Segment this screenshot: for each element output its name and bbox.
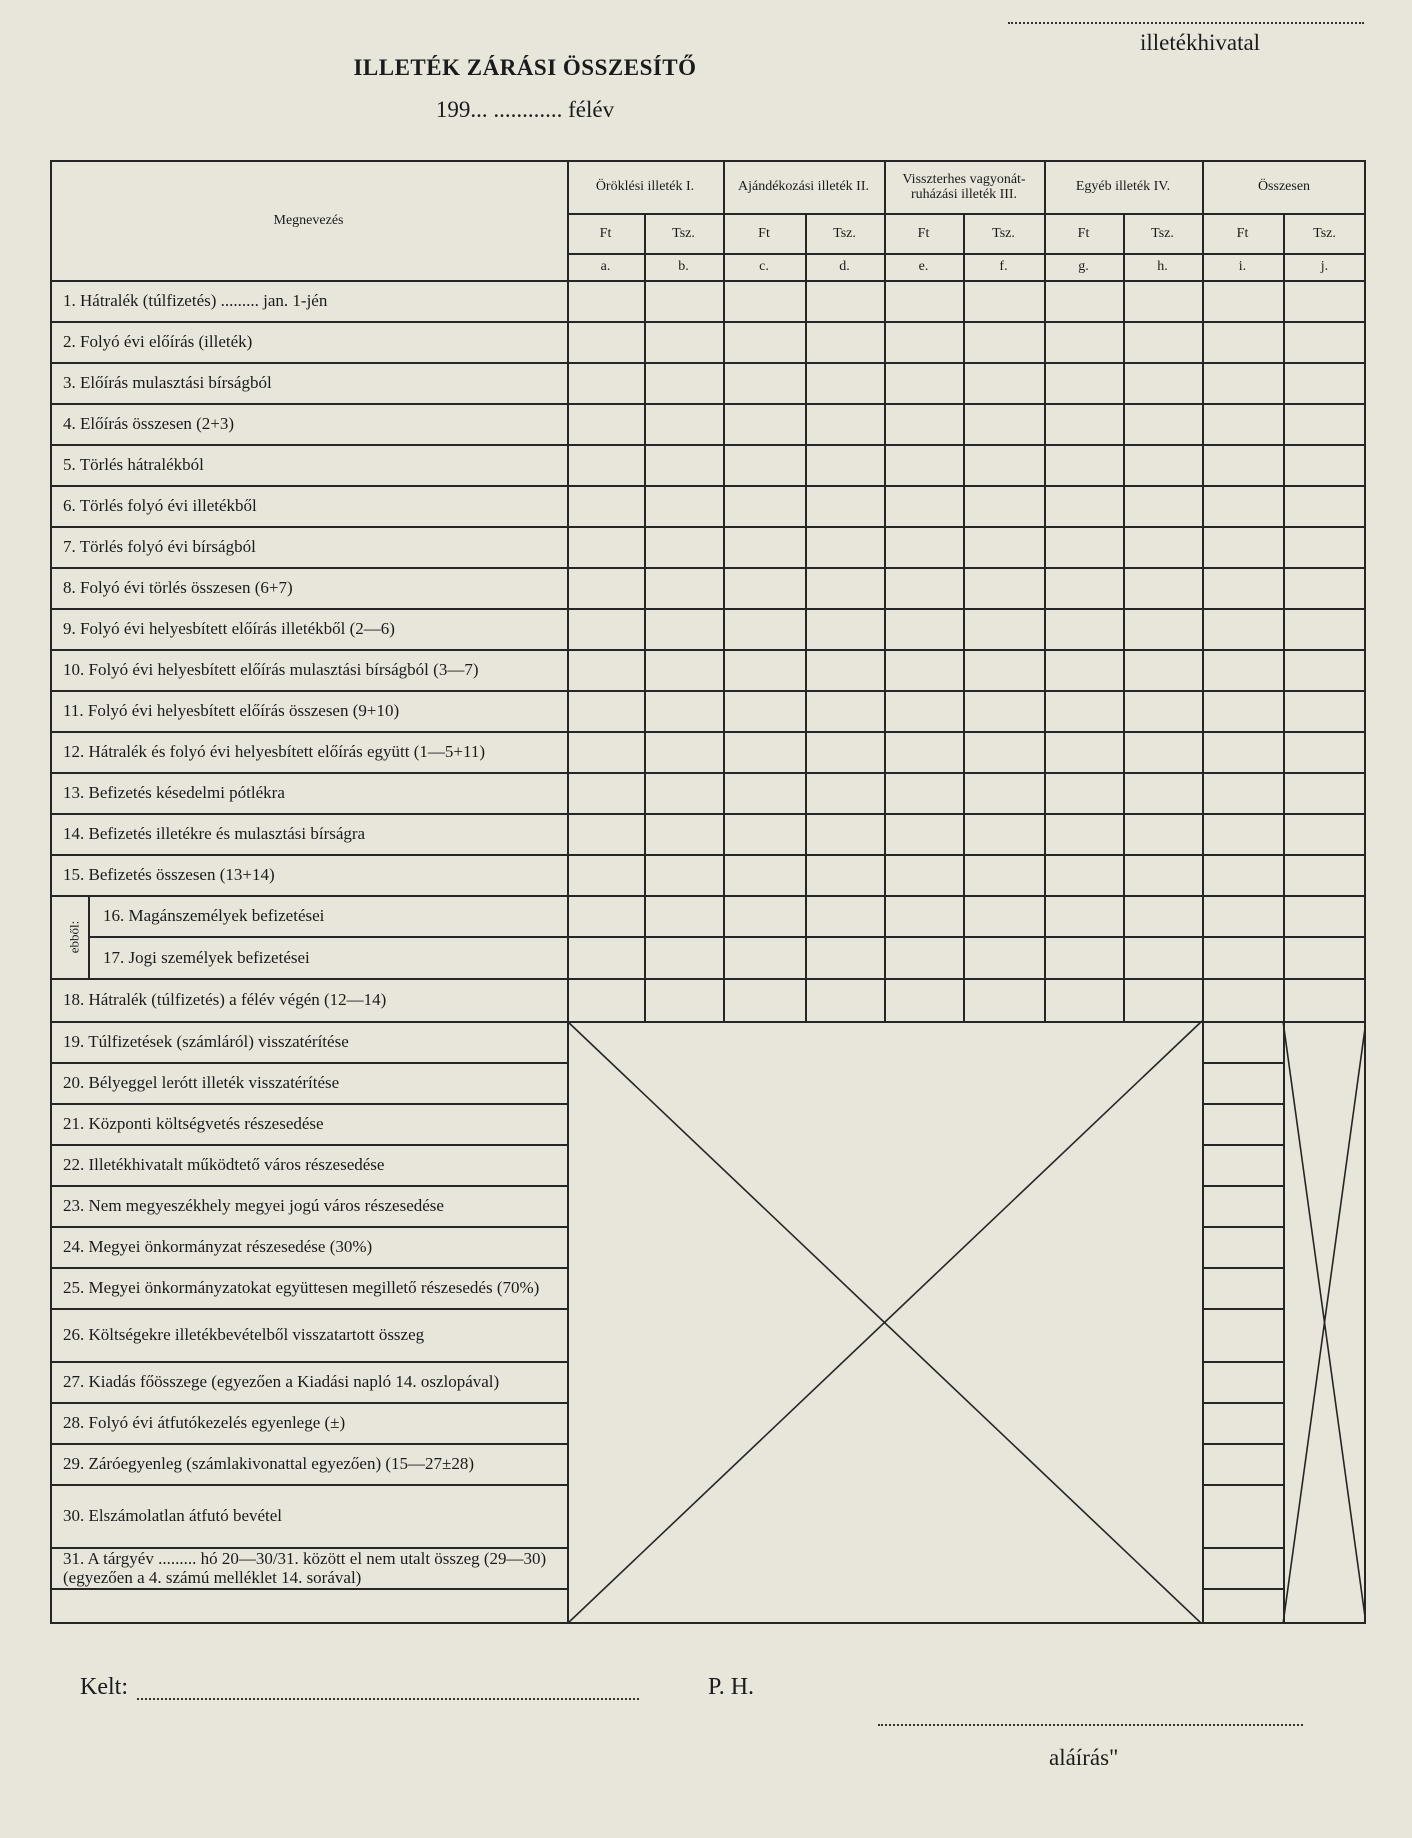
row-label: 16. Magánszemélyek befizetései — [103, 906, 325, 925]
row-rule — [1202, 1185, 1283, 1187]
signature-label: aláírás" — [1049, 1745, 1119, 1770]
row-label: 26. Költségekre illetékbevételből visszatartott összeg — [63, 1325, 425, 1344]
row-label: 19. Túlfizetések (számláról) visszatérítése — [63, 1032, 349, 1051]
subheader: Ft — [758, 225, 770, 241]
subheader: Tsz. — [1313, 225, 1336, 241]
row-rule — [1202, 1443, 1283, 1445]
row-rule — [1202, 1267, 1283, 1269]
office-label: illetékhivatal — [1140, 30, 1261, 55]
row-label: 31. A tárgyév ......... hó 20—30/31. között el nem utalt összeg (29—30) (egyezően a 4. számú melléklet 14. sorával) — [63, 1548, 547, 1587]
subheader: Tsz. — [833, 225, 856, 241]
column-header-megnevezes: Megnevezés — [273, 212, 344, 228]
column-rule — [805, 213, 807, 1021]
column-rule — [884, 160, 886, 1021]
row-rule — [1202, 1484, 1283, 1486]
row-label: 11. Folyó évi helyesbített előírás összesen (9+10) — [63, 701, 400, 720]
row-rule — [1202, 1361, 1283, 1363]
row-label: 15. Befizetés összesen (13+14) — [63, 865, 275, 884]
subheader: Ft — [1077, 225, 1090, 241]
row-label: 25. Megyei önkormányzatokat együttesen megillető részesedés (70%) — [63, 1278, 540, 1297]
column-letter: f. — [999, 259, 1008, 274]
column-letter: b. — [678, 259, 689, 274]
subheader: Tsz. — [1151, 225, 1174, 241]
row-label: 8. Folyó évi törlés összesen (6+7) — [63, 578, 293, 597]
group-header: Visszterhes vagyonát-ruházási illeték III. — [902, 171, 1026, 202]
column-letter: e. — [918, 259, 929, 274]
row-label: 23. Nem megyeszékhely megyei jogú város részesedése — [63, 1196, 444, 1215]
ebbol-text: ebből: — [66, 920, 81, 953]
column-letter: j. — [1320, 259, 1329, 274]
row-rule — [1202, 1308, 1283, 1310]
column-rule — [1283, 213, 1285, 1021]
row-label: 12. Hátralék és folyó évi helyesbített előírás együtt (1—5+11) — [63, 742, 486, 761]
group-header: Ajándékozási illeték II. — [737, 179, 869, 194]
row-rule — [1202, 1588, 1283, 1590]
row-label: 28. Folyó évi átfutókezelés egyenlege (±) — [63, 1413, 346, 1432]
kelt-label: Kelt: — [80, 1674, 128, 1700]
row-label: 10. Folyó évi helyesbített előírás mulasztási bírságból (3—7) — [63, 660, 479, 679]
row-label: 20. Bélyeggel lerótt illeték visszatérítése — [63, 1073, 340, 1092]
row-rule — [1202, 1226, 1283, 1228]
column-rule — [1044, 160, 1046, 1021]
column-rule — [1202, 1021, 1204, 1624]
period-label: 199... ............ félév — [435, 97, 615, 122]
row-label: 22. Illetékhivatalt működtető város részesedése — [63, 1155, 385, 1174]
row-label: 29. Záróegyenleg (számlakivonattal egyezően) (15—27±28) — [63, 1454, 475, 1473]
group-header: Egyéb illeték IV. — [1075, 179, 1171, 194]
column-rule — [567, 1021, 569, 1624]
row-rule — [1202, 1402, 1283, 1404]
column-rule — [1202, 160, 1204, 1021]
row-label: 6. Törlés folyó évi illetékből — [63, 496, 257, 515]
row-label: 1. Hátralék (túlfizetés) ......... jan. 1-jén — [63, 291, 328, 310]
column-rule — [644, 213, 646, 1021]
row-label: 27. Kiadás főösszege (egyezően a Kiadási napló 14. oszlopával) — [63, 1372, 500, 1391]
column-rule — [1283, 1021, 1285, 1624]
subheader: Ft — [1236, 225, 1249, 241]
signature-dotted-line[interactable] — [878, 1708, 1303, 1726]
row-label: 21. Központi költségvetés részesedése — [63, 1114, 324, 1133]
column-letter: h. — [1157, 259, 1168, 274]
kelt-dotted-field[interactable] — [137, 1676, 639, 1700]
row-label: 3. Előírás mulasztási bírságból — [63, 373, 272, 392]
row-label: 24. Megyei önkormányzat részesedése (30%) — [63, 1237, 373, 1256]
table-border-right — [1364, 160, 1366, 1624]
ph-label: P. H. — [708, 1674, 755, 1700]
column-letter: d. — [839, 259, 850, 274]
column-letter: c. — [759, 259, 769, 274]
row-label: 9. Folyó évi helyesbített előírás illetékből (2—6) — [63, 619, 395, 638]
subheader: Tsz. — [992, 225, 1015, 241]
subheader: Ft — [599, 225, 612, 241]
row-rule — [1202, 1103, 1283, 1105]
row-rule — [1202, 1547, 1283, 1549]
row-label: 30. Elszámolatlan átfutó bevétel — [63, 1506, 283, 1525]
summary-table — [50, 160, 1366, 1624]
row-label: 4. Előírás összesen (2+3) — [63, 414, 235, 433]
row-rule — [50, 1588, 567, 1590]
column-rule — [567, 160, 569, 1021]
column-rule — [1123, 213, 1125, 1021]
column-letter: g. — [1078, 259, 1089, 274]
row-label: 2. Folyó évi előírás (illeték) — [63, 332, 253, 351]
row-label: 7. Törlés folyó évi bírságból — [63, 537, 256, 556]
form-title: ILLETÉK ZÁRÁSI ÖSSZESÍTŐ — [353, 55, 697, 80]
row-label: 17. Jogi személyek befizetései — [103, 947, 310, 967]
column-rule — [723, 160, 725, 1021]
column-letter: i. — [1238, 259, 1247, 274]
column-rule — [963, 213, 965, 1021]
table-border-bottom — [50, 1622, 1366, 1624]
row-rule — [1202, 1144, 1283, 1146]
subheader: Ft — [917, 225, 930, 241]
ebbol-side-label — [64, 895, 84, 978]
row-rule — [1202, 1062, 1283, 1064]
row-label: 5. Törlés hátralékból — [63, 455, 204, 474]
column-letter: a. — [600, 259, 611, 274]
group-header: Öröklési illeték I. — [595, 179, 695, 194]
group-header: Összesen — [1257, 179, 1311, 194]
row-label: 18. Hátralék (túlfizetés) a félév végén (12—14) — [63, 990, 387, 1009]
row-label: 14. Befizetés illetékre és mulasztási bírságra — [63, 824, 366, 843]
office-dotted-line[interactable] — [1008, 8, 1364, 24]
subheader: Tsz. — [672, 225, 695, 241]
row-label: 13. Befizetés késedelmi pótlékra — [63, 783, 285, 802]
